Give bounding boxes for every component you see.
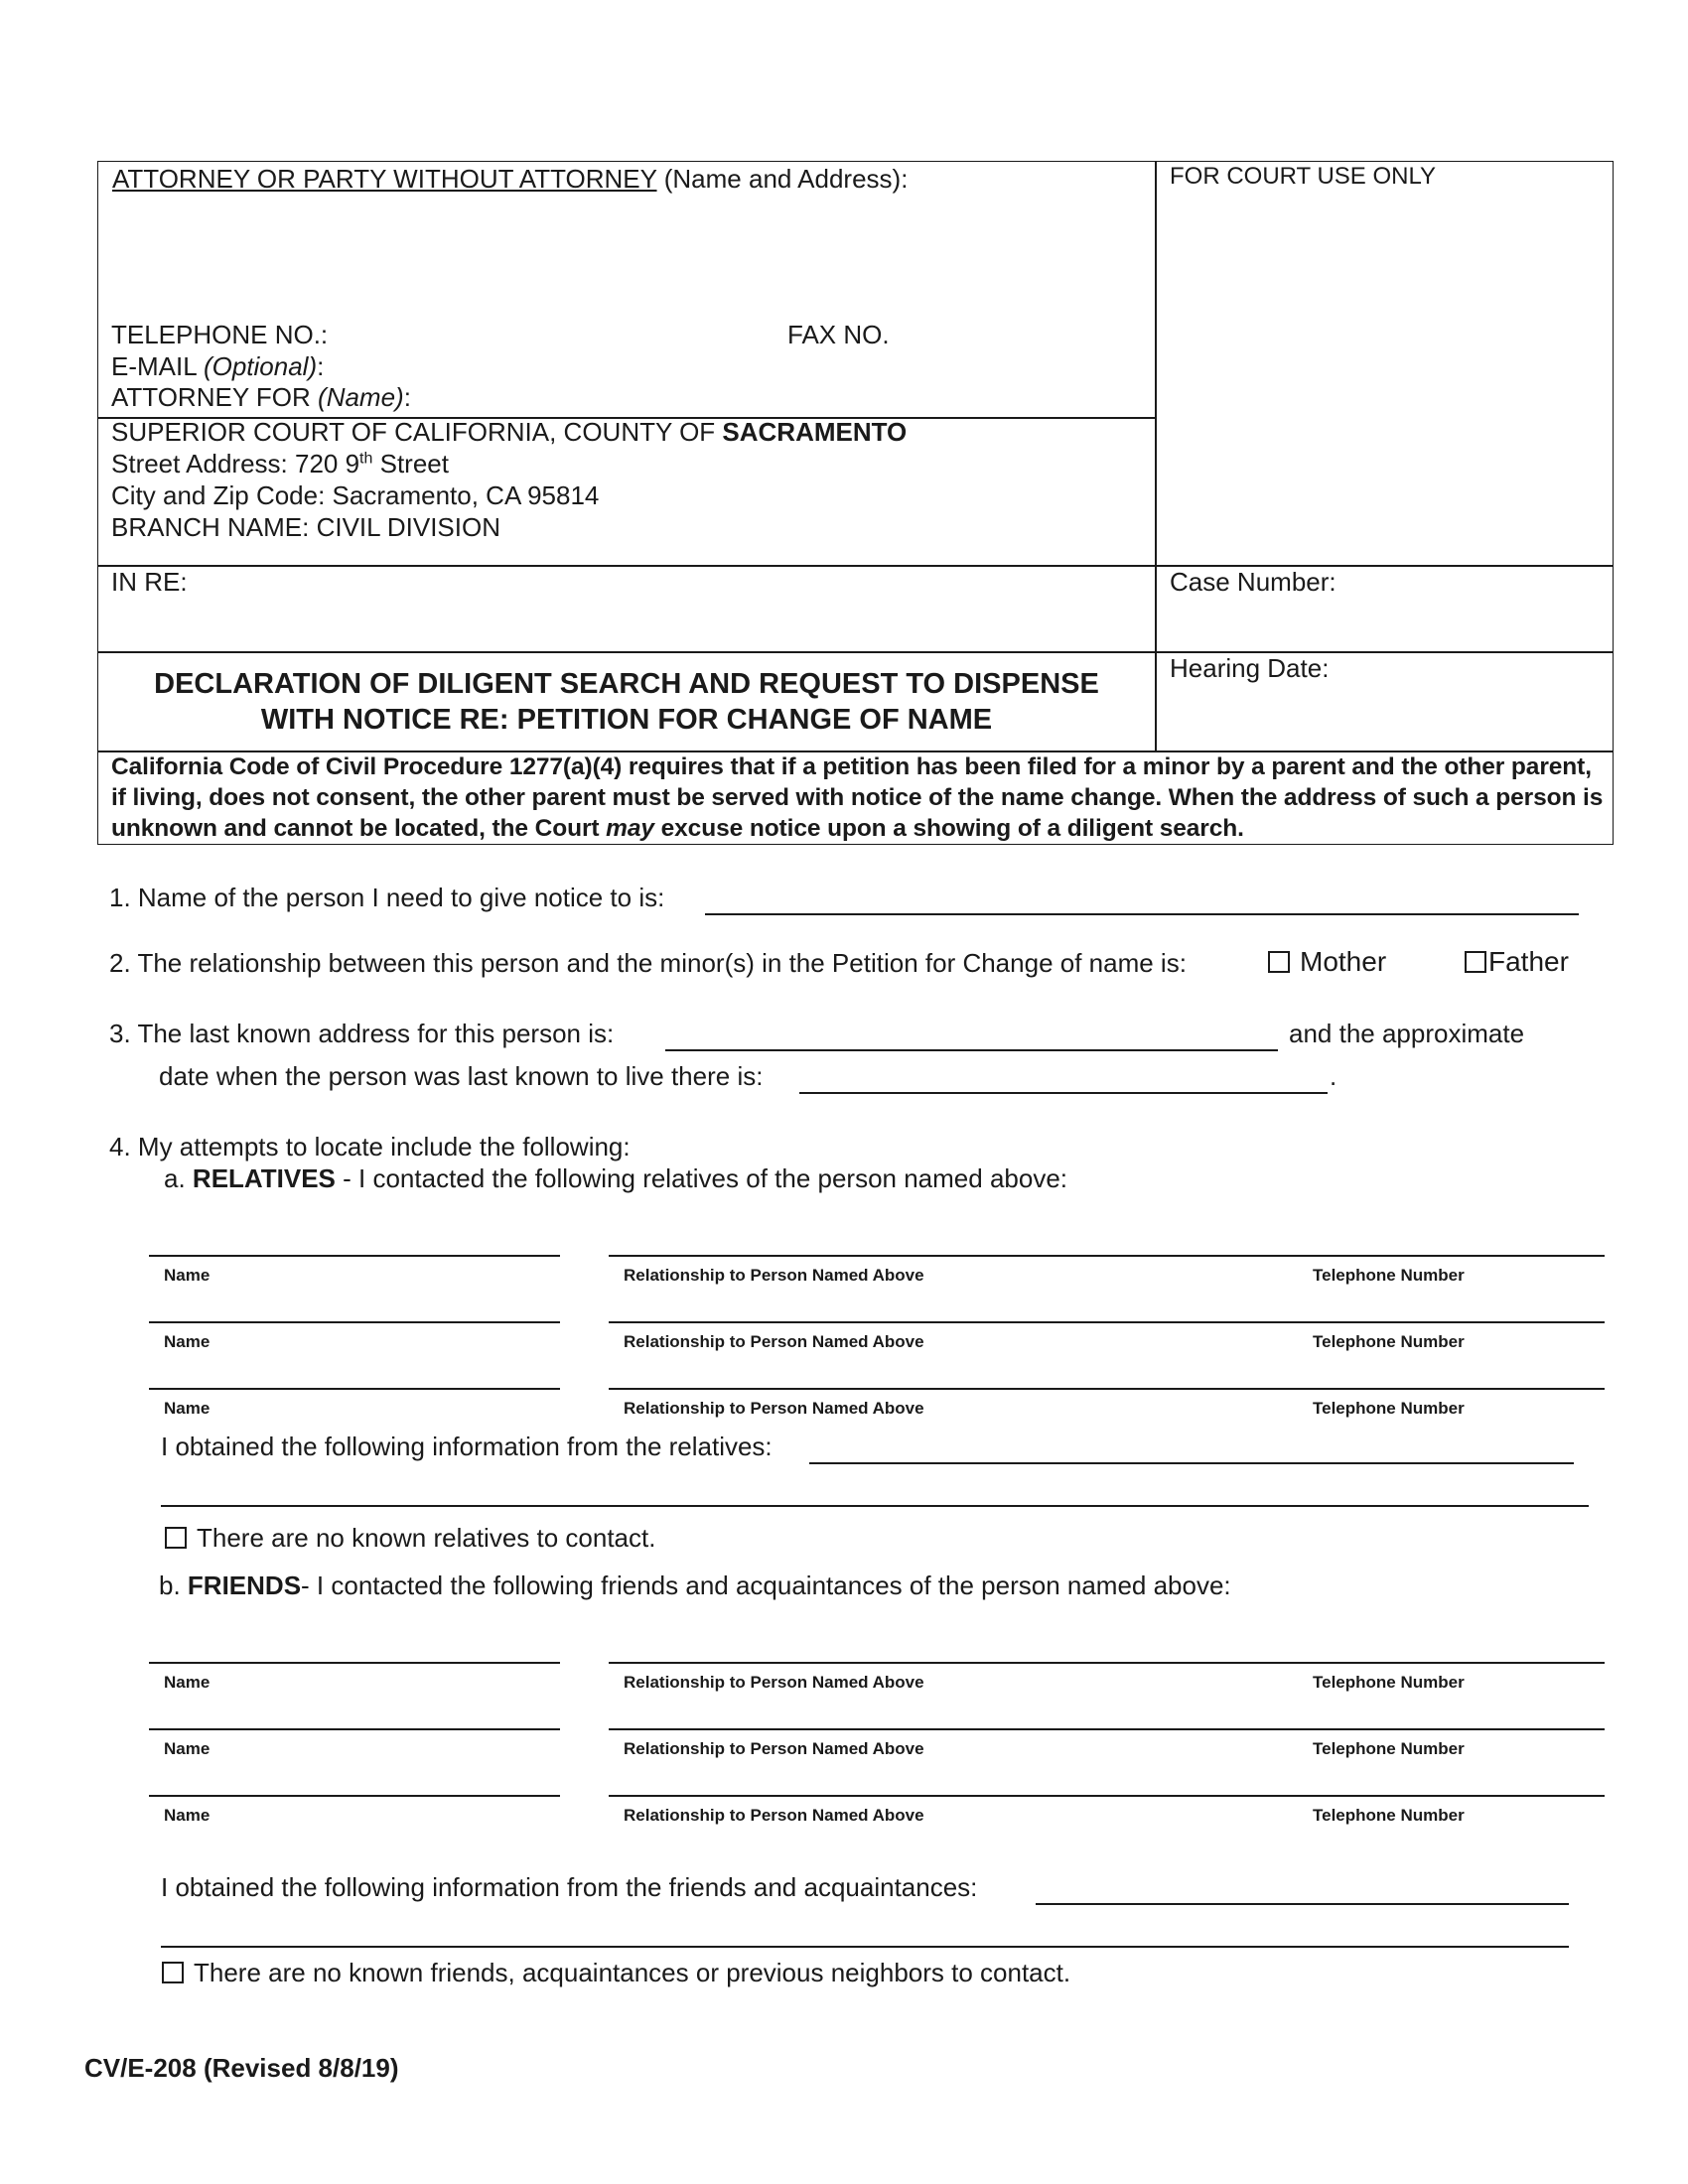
email-label: E-MAIL (Optional): (111, 351, 325, 381)
item-4-label: 4. My attempts to locate include the following: (109, 1132, 631, 1161)
relative-telephone-label: Telephone Number (1313, 1332, 1465, 1351)
friends-info-field-2[interactable] (161, 1946, 1569, 1948)
case-number-label: Case Number: (1170, 567, 1336, 597)
no-friends-checkbox[interactable]: There are no known friends, acquaintances or previous neighbors to contact. (162, 1958, 1070, 1988)
relative-telephone-label: Telephone Number (1313, 1266, 1465, 1285)
attorney-for-label: ATTORNEY FOR (Name): (111, 382, 411, 412)
relative-relationship-line[interactable] (609, 1321, 1605, 1323)
item-3-line2: date when the person was last known to live there is: (159, 1061, 764, 1091)
statute-notice: California Code of Civil Procedure 1277(a)(4) requires that if a petition has been filed for a minor by a parent and the other parent, if living, does not consent, the other parent must be served with notice of the name change. When the address of such a person is unknown and cannot be located, the Court may excuse notice upon a showing of a diligent search. (111, 753, 1604, 842)
checkbox-icon[interactable] (1465, 951, 1486, 973)
last-address-field[interactable] (665, 1049, 1278, 1051)
friend-telephone-label: Telephone Number (1313, 1673, 1465, 1692)
friend-name-line[interactable] (149, 1795, 560, 1797)
checkbox-icon[interactable] (165, 1527, 187, 1549)
relative-name-label: Name (164, 1399, 211, 1418)
friends-heading: b. FRIENDS- I contacted the following friends and acquaintances of the person named above: (159, 1570, 1231, 1600)
city-zip: City and Zip Code: Sacramento, CA 95814 (111, 480, 600, 510)
hearing-date-label: Hearing Date: (1170, 653, 1330, 683)
mother-checkbox[interactable]: Mother (1268, 946, 1386, 978)
item-3-continuation: and the approximate (1289, 1019, 1525, 1048)
friend-name-label: Name (164, 1739, 211, 1758)
item-2-label: 2. The relationship between this person and the minor(s) in the Petition for Change of name is: (109, 948, 1187, 978)
relative-relationship-label: Relationship to Person Named Above (624, 1332, 924, 1351)
relatives-info-field[interactable] (809, 1462, 1574, 1464)
fax-label: FAX NO. (787, 320, 890, 349)
friend-relationship-label: Relationship to Person Named Above (624, 1739, 924, 1758)
relatives-heading: a. RELATIVES - I contacted the following relatives of the person named above: (164, 1163, 1068, 1193)
relative-relationship-line[interactable] (609, 1255, 1605, 1257)
court-name: SUPERIOR COURT OF CALIFORNIA, COUNTY OF SACRAMENTO (111, 417, 908, 447)
friend-relationship-label: Relationship to Person Named Above (624, 1806, 924, 1825)
friend-relationship-line[interactable] (609, 1795, 1605, 1797)
friend-name-line[interactable] (149, 1662, 560, 1664)
relative-relationship-line[interactable] (609, 1388, 1605, 1390)
relatives-info-field-2[interactable] (161, 1505, 1589, 1507)
relative-telephone-label: Telephone Number (1313, 1399, 1465, 1418)
form-id: CV/E-208 (Revised 8/8/19) (84, 2053, 399, 2083)
caption-divider (1155, 161, 1157, 751)
relative-name-line[interactable] (149, 1321, 560, 1323)
friend-telephone-label: Telephone Number (1313, 1739, 1465, 1758)
friend-name-line[interactable] (149, 1728, 560, 1730)
friend-relationship-line[interactable] (609, 1662, 1605, 1664)
checkbox-icon[interactable] (1268, 951, 1290, 973)
notice-person-name-field[interactable] (705, 913, 1579, 915)
court-use-label: FOR COURT USE ONLY (1170, 163, 1437, 190)
last-known-date-field[interactable] (799, 1092, 1328, 1094)
caption-rule (97, 651, 1614, 653)
friend-name-label: Name (164, 1673, 211, 1692)
friends-info-label: I obtained the following information from the friends and acquaintances: (161, 1872, 978, 1902)
relative-name-line[interactable] (149, 1255, 560, 1257)
no-relatives-checkbox[interactable]: There are no known relatives to contact. (165, 1523, 655, 1554)
checkbox-icon[interactable] (162, 1962, 184, 1983)
street-address: Street Address: 720 9th Street (111, 449, 449, 478)
telephone-label: TELEPHONE NO.: (111, 320, 329, 349)
attorney-heading: ATTORNEY OR PARTY WITHOUT ATTORNEY (Name and Address): (112, 164, 909, 194)
relative-relationship-label: Relationship to Person Named Above (624, 1399, 924, 1418)
branch-name: BRANCH NAME: CIVIL DIVISION (111, 512, 500, 542)
father-checkbox[interactable]: Father (1465, 946, 1569, 978)
item-3-label: 3. The last known address for this person is: (109, 1019, 615, 1048)
item-3-period: . (1330, 1061, 1337, 1091)
relative-name-label: Name (164, 1266, 211, 1285)
friend-relationship-line[interactable] (609, 1728, 1605, 1730)
friend-telephone-label: Telephone Number (1313, 1806, 1465, 1825)
relative-name-label: Name (164, 1332, 211, 1351)
relative-relationship-label: Relationship to Person Named Above (624, 1266, 924, 1285)
caption-rule (97, 565, 1614, 567)
form-title: DECLARATION OF DILIGENT SEARCH AND REQUEST TO DISPENSE WITH NOTICE RE: PETITION FOR CHANGE OF NAME (154, 668, 1099, 736)
in-re-label: IN RE: (111, 567, 188, 597)
friend-relationship-label: Relationship to Person Named Above (624, 1673, 924, 1692)
relative-name-line[interactable] (149, 1388, 560, 1390)
friend-name-label: Name (164, 1806, 211, 1825)
friends-info-field[interactable] (1036, 1903, 1569, 1905)
item-1-label: 1. Name of the person I need to give notice to is: (109, 883, 665, 912)
relatives-info-label: I obtained the following information from the relatives: (161, 1432, 773, 1461)
